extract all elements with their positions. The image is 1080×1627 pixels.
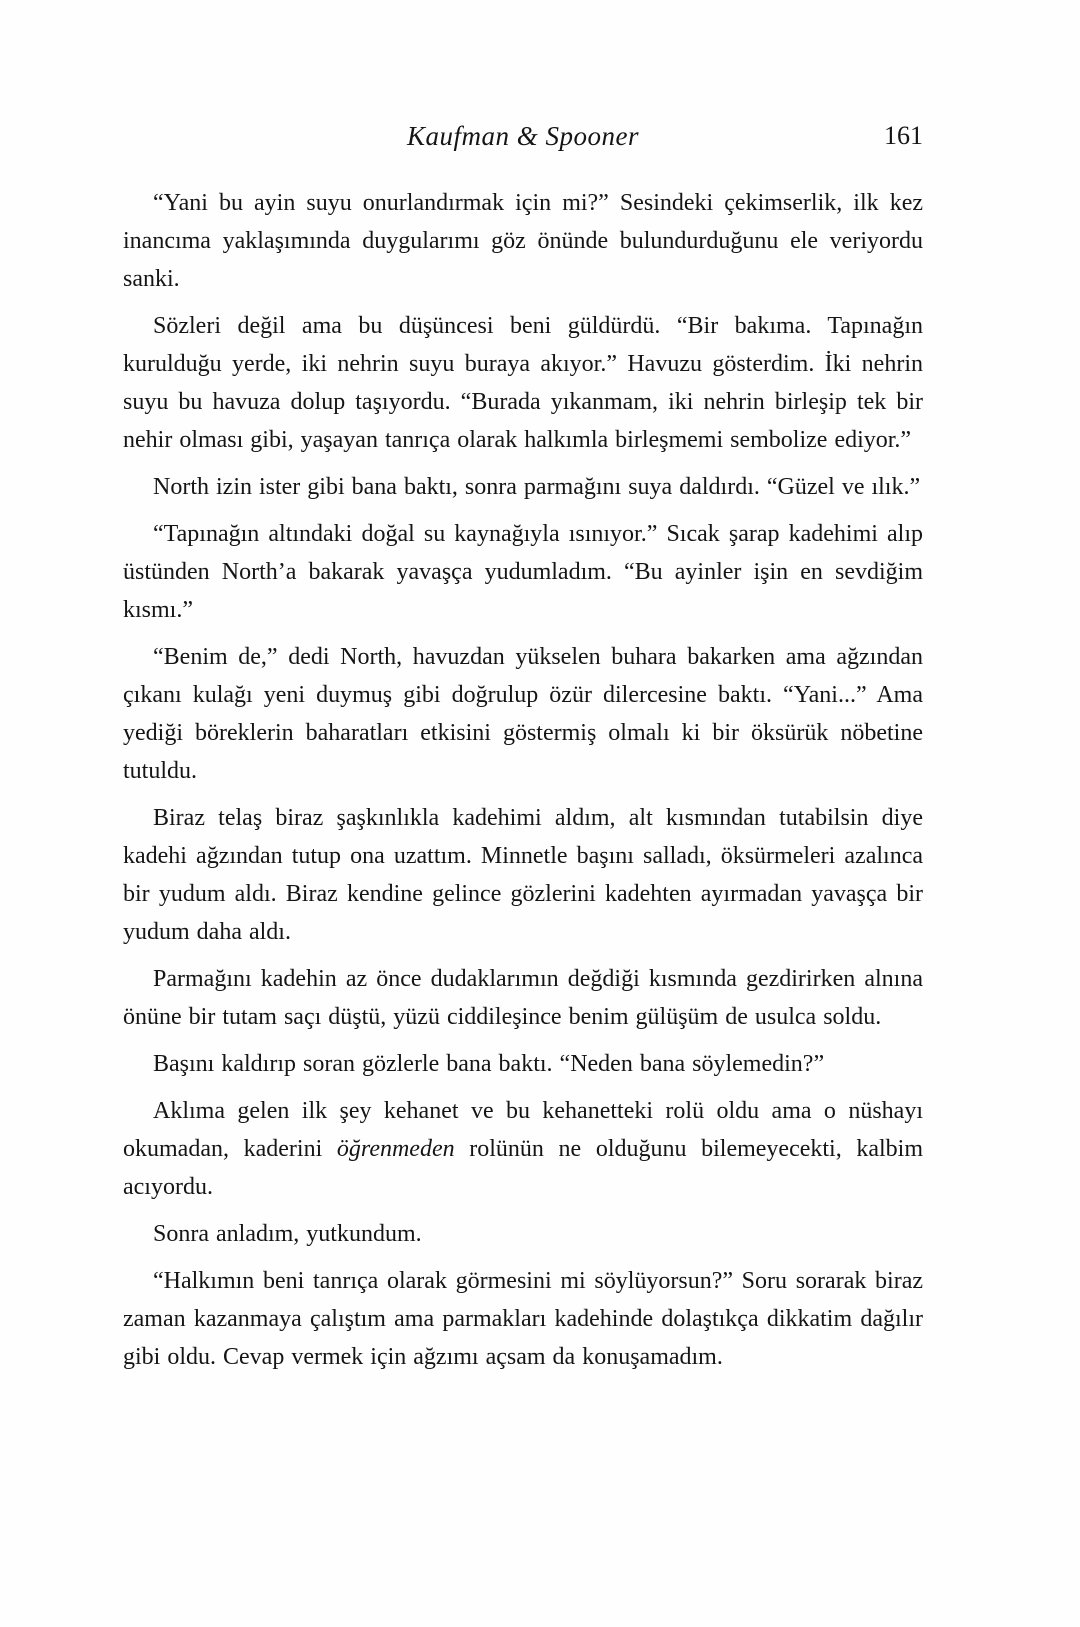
paragraph bbox=[123, 515, 923, 629]
paragraph bbox=[123, 184, 923, 298]
paragraph-segment: “Yani bu ayin suyu onurlandırmak için mi?” Sesindeki çekimserlik, ilk kez inancıma yaklaşımında duygularımı göz önünde bulundurduğunu ele veriyordu sanki. bbox=[123, 190, 923, 292]
paragraph-segment-italic: öğrenmeden bbox=[336, 1136, 455, 1162]
page-number: 161 bbox=[884, 121, 923, 150]
paragraph-segment: “Benim de,” dedi North, havuzdan yükselen buhara bakarken ama ağzından çıkanı kulağı yeni duymuş gibi doğrulup özür dilercesine baktı. “Yani...” Ama yediği böreklerin baharatları etkisini göstermiş olmalı ki bir öksürük nöbetine tutuldu. bbox=[123, 644, 923, 784]
paragraph bbox=[123, 1092, 923, 1206]
paragraph bbox=[123, 1045, 923, 1083]
paragraph bbox=[123, 307, 923, 459]
body-text bbox=[123, 184, 923, 1376]
page-header bbox=[123, 116, 923, 156]
paragraph-segment: North izin ister gibi bana baktı, sonra parmağını suya daldırdı. “Güzel ve ılık.” bbox=[153, 474, 921, 500]
paragraph-segment: Sözleri değil ama bu düşüncesi beni güldürdü. “Bir bakıma. Tapınağın kurulduğu yerde, iki nehrin suyu buraya akıyor.” Havuzu gösterdim. İki nehrin suyu bu havuza dolup taşıyordu. “Burada yıkanmam, iki nehrin birleşip tek bir nehir olması gibi, yaşayan tanrıça olarak halkımla birleşmemi sembolize ediyor.” bbox=[123, 313, 923, 453]
paragraph bbox=[123, 960, 923, 1036]
paragraph bbox=[123, 638, 923, 790]
paragraph-segment: Biraz telaş biraz şaşkınlıkla kadehimi aldım, alt kısmından tutabilsin diye kadehi ağzından tutup ona uzattım. Minnetle başını salladı, öksürmeleri azalınca bir yudum aldı. Biraz kendine gelince gözlerini kadehten ayırmadan yavaşça bir yudum daha aldı. bbox=[123, 805, 923, 945]
paragraph bbox=[123, 799, 923, 951]
paragraph-segment: Parmağını kadehin az önce dudaklarımın değdiği kısmında gezdirirken alnına önüne bir tutam saçı düştü, yüzü ciddileşince benim gülüşüm de usulca soldu. bbox=[123, 966, 923, 1030]
paragraph-segment: Başını kaldırıp soran gözlerle bana baktı. “Neden bana söylemedin?” bbox=[153, 1051, 825, 1077]
paragraph bbox=[123, 468, 923, 506]
paragraph bbox=[123, 1215, 923, 1253]
paragraph-segment: “Tapınağın altındaki doğal su kaynağıyla ısınıyor.” Sıcak şarap kadehimi alıp üstünden North’a bakarak yavaşça yudumladım. “Bu ayinler işin en sevdiğim kısmı.” bbox=[123, 521, 923, 623]
paragraph bbox=[123, 1262, 923, 1376]
paragraph-segment: Sonra anladım, yutkundum. bbox=[153, 1221, 422, 1247]
paragraph-segment: rolünün ne olduğunu bilemeyecekti, kalbim acıyordu. bbox=[123, 1136, 923, 1200]
paragraph-segment: “Halkımın beni tanrıça olarak görmesini mi söylüyorsun?” Soru sorarak biraz zaman kazanmaya çalıştım ama parmakları kadehinde dolaştıkça dikkatim dağılır gibi oldu. Cevap vermek için ağzımı açsam da konuşamadım. bbox=[123, 1268, 923, 1370]
paragraph-segment: Aklıma gelen ilk şey kehanet ve bu kehanetteki rolü oldu ama o nüshayı okumadan, kaderini bbox=[123, 1098, 923, 1162]
running-title: Kaufman & Spooner bbox=[406, 121, 639, 151]
